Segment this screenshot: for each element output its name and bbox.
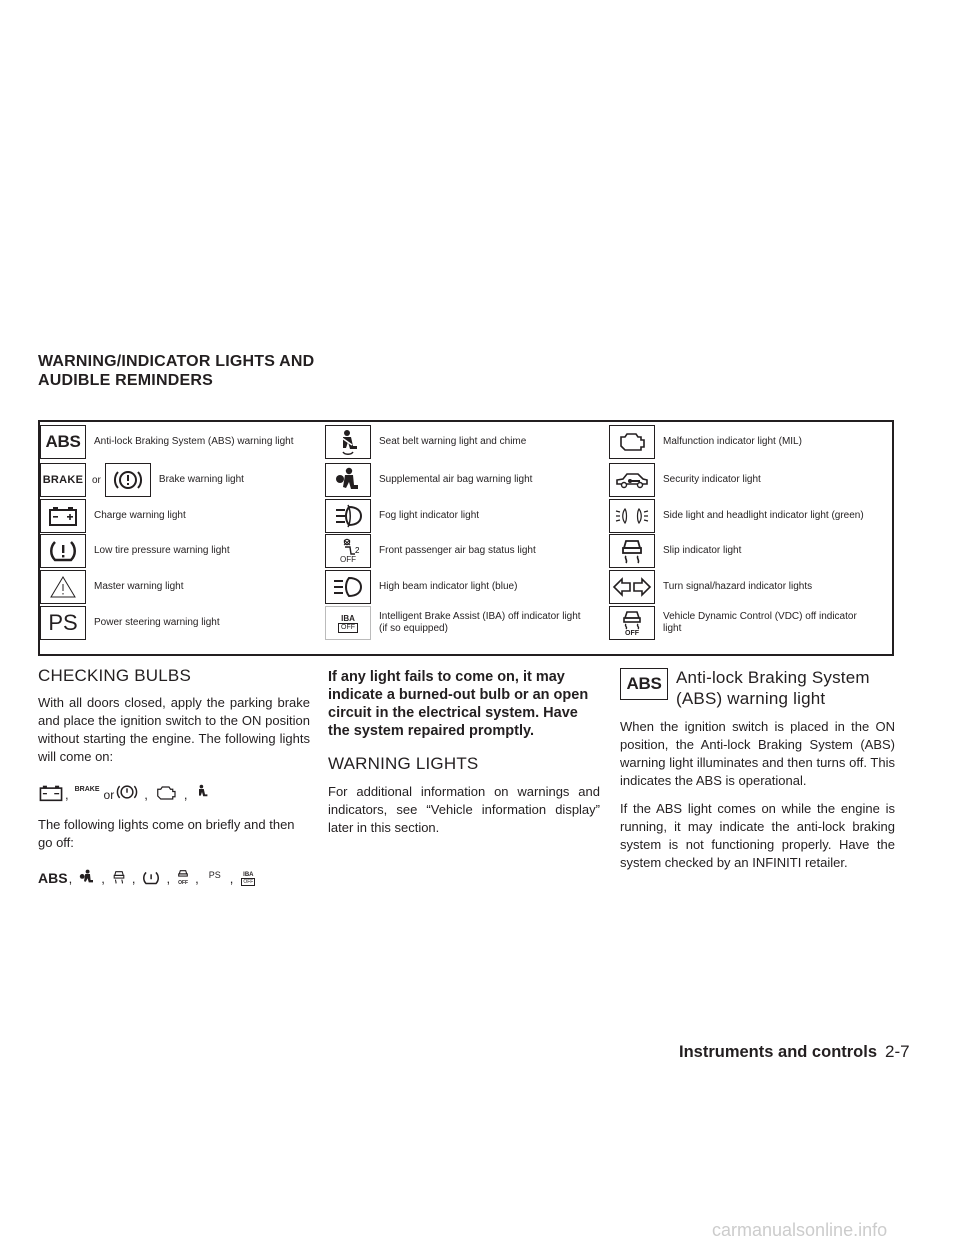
seat-belt-icon — [193, 782, 211, 802]
brake-circle-icon — [105, 463, 151, 497]
battery-icon — [40, 499, 86, 533]
legend-row-fog: Fog light indicator light — [325, 498, 479, 534]
abs-icon: ABS — [40, 425, 86, 459]
legend-row-mil: Malfunction indicator light (MIL) — [609, 424, 802, 460]
bulb-failure-note: If any light fails to come on, it may indicate a burned-out bulb or an open circuit in the electrical system. Have the system repaired promptly. — [328, 669, 589, 739]
bulbs-icon-line-1: , BRAKE or , , — [38, 776, 310, 802]
checking-bulbs-paragraph: With all doors closed, apply the parking brake and place the ignition switch to the ON position without starting the engine. The following lights will come on: — [38, 695, 310, 764]
warning-lights-paragraph: For additional information on warnings and indicators, see “Vehicle information display” later in this section. — [328, 784, 600, 835]
air-bag-icon — [78, 868, 96, 886]
abs-warning-column — [620, 668, 895, 872]
slip-icon — [111, 868, 127, 886]
svg-text:2: 2 — [355, 546, 360, 555]
brake-text-icon: BRAKE — [74, 785, 100, 793]
legend-row-abs: ABS Anti-lock Braking System (ABS) warning light — [40, 424, 294, 460]
legend-column-1 — [40, 422, 325, 654]
legend-row-seat-belt: Seat belt warning light and chime — [325, 424, 526, 460]
abs-heading-block: ABS Anti-lock Braking System (ABS) warning light — [620, 668, 895, 708]
engine-icon — [609, 425, 655, 459]
passenger-airbag-off-icon: 2 OFF — [325, 534, 371, 568]
legend-row-master: Master warning light — [40, 569, 183, 605]
security-icon — [609, 463, 655, 497]
iba-off-icon: IBA OFF — [243, 872, 254, 885]
abs-paragraph-2: If the ABS light comes on while the engine is running, it may indicate the anti-lock braking system is not functioning properly. Have the system checked by an INFINITI retailer. — [620, 801, 895, 870]
master-warning-icon — [40, 570, 86, 604]
vdc-off-icon: OFF — [609, 606, 655, 640]
legend-row-slip: Slip indicator light — [609, 533, 741, 569]
tire-pressure-icon — [40, 534, 86, 568]
legend-row-air-bag: Supplemental air bag warning light — [325, 462, 532, 498]
legend-row-brake: BRAKE or Brake warning light — [40, 462, 244, 498]
side-light-icon — [609, 499, 655, 533]
abs-icon: ABS — [620, 668, 668, 700]
engine-icon — [154, 784, 178, 802]
legend-row-ps: PS Power steering warning light — [40, 605, 220, 641]
seat-belt-icon — [325, 425, 371, 459]
legend-row-side-light: Side light and headlight indicator light (green) — [609, 498, 864, 534]
warning-lights-column — [328, 668, 600, 837]
iba-off-icon: IBA OFF — [325, 606, 371, 640]
tire-pressure-icon — [141, 870, 161, 886]
watermark: carmanualsonline.info — [712, 1220, 888, 1240]
slip-icon — [609, 534, 655, 568]
legend-row-passenger-airbag: 2 OFF Front passenger air bag status light — [325, 533, 536, 569]
legend-row-turn: Turn signal/hazard indicator lights — [609, 569, 812, 605]
indicator-legend-table — [38, 420, 894, 656]
high-beam-icon — [325, 570, 371, 604]
legend-row-tire: Low tire pressure warning light — [40, 533, 230, 569]
legend-row-charge: Charge warning light — [40, 498, 186, 534]
brake-text-icon: BRAKE — [40, 463, 86, 497]
turn-signal-icon — [609, 570, 655, 604]
battery-icon — [38, 784, 64, 802]
abs-icon: ABS — [38, 870, 68, 886]
power-steering-icon: PS — [208, 870, 221, 880]
air-bag-icon — [325, 463, 371, 497]
abs-paragraph-1: When the ignition switch is placed in the ON position, the Anti-lock Braking System (ABS) warning light illuminates and then turns off. This indicates the ABS is operational. — [620, 719, 895, 788]
legend-column-3 — [609, 422, 894, 654]
legend-row-security: Security indicator light — [609, 462, 761, 498]
vdc-off-icon: OFF — [176, 869, 190, 886]
legend-row-high-beam: High beam indicator light (blue) — [325, 569, 517, 605]
legend-row-iba: IBA OFF Intelligent Brake Assist (IBA) off indicator light (if so equipped) — [325, 605, 581, 641]
checking-bulbs-column — [38, 666, 310, 886]
briefly-paragraph: The following lights come on briefly and then go off: — [38, 817, 295, 850]
page-footer: Instruments and controls 2-7 — [679, 1042, 910, 1061]
fog-light-icon — [325, 499, 371, 533]
brake-circle-icon — [116, 782, 138, 802]
section-title: WARNING/INDICATOR LIGHTS AND AUDIBLE REMINDERS — [38, 353, 315, 389]
checking-bulbs-heading: CHECKING BULBS — [38, 666, 192, 685]
warning-lights-heading: WARNING LIGHTS — [328, 754, 479, 773]
legend-column-2 — [325, 422, 610, 654]
power-steering-icon: PS — [40, 606, 86, 640]
bulbs-icon-line-2: ABS , , , , OFF , PS , IBA OFF — [38, 870, 254, 886]
legend-row-vdc: OFF Vehicle Dynamic Control (VDC) off indicator light — [609, 605, 857, 641]
